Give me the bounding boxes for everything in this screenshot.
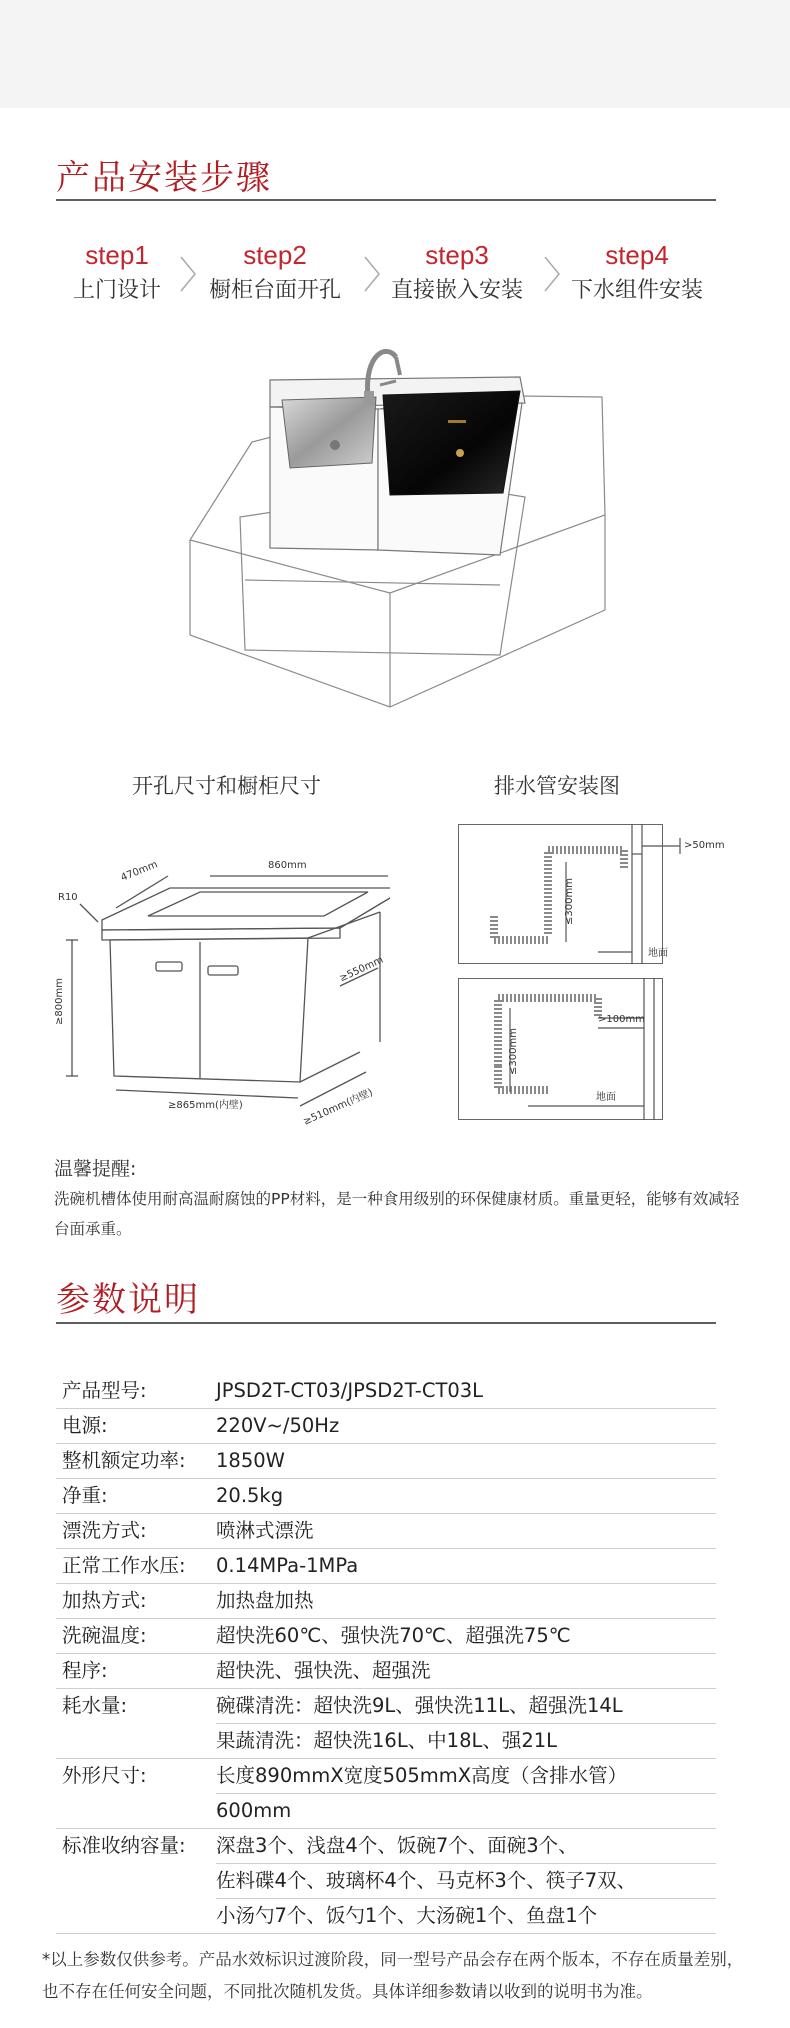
spec-value-line: 220V~/50Hz <box>216 1414 340 1437</box>
spec-label: 洗碗温度: <box>62 1624 147 1647</box>
dim-800: ≥800mm <box>53 978 65 1025</box>
spec-label: 标准收纳容量: <box>62 1834 186 1857</box>
spec-value-line: 600mm <box>216 1793 716 1828</box>
dim-r10: R10 <box>58 892 78 903</box>
drain-top-height-label: ≤300mm <box>563 878 575 925</box>
spec-value <box>212 1654 716 1688</box>
install-steps <box>0 238 790 318</box>
install-title: 产品安装步骤 <box>56 158 272 198</box>
spec-value <box>212 1689 716 1758</box>
drain-diagram-top <box>458 824 736 964</box>
spec-row <box>56 1829 716 1934</box>
drain-bottom-height-label: ≤300mm <box>507 1028 519 1075</box>
spec-value <box>212 1409 716 1443</box>
params-title-divider <box>56 1322 716 1324</box>
dim-865: ≥865mm(内壁) <box>168 1100 243 1111</box>
spec-value <box>212 1619 716 1653</box>
install-title-divider <box>56 199 716 201</box>
spec-row <box>56 1479 716 1514</box>
spec-row <box>56 1374 716 1409</box>
dim-470: 470mm <box>119 859 160 884</box>
spec-row <box>56 1654 716 1689</box>
spec-value-line: 果蔬清洗：超快洗16L、中18L、强21L <box>216 1723 716 1758</box>
step-label: 上门设计 <box>72 278 161 303</box>
cabinet-dimension-diagram <box>50 846 390 1146</box>
dim-550: ≥550mm <box>337 954 386 985</box>
spec-row <box>56 1759 716 1829</box>
spec-row <box>56 1549 716 1584</box>
cabinet-diagram-caption: 开孔尺寸和橱柜尺寸 <box>132 774 321 798</box>
params-title: 参数说明 <box>56 1280 200 1320</box>
step-item <box>190 238 360 308</box>
spec-label: 程序: <box>62 1659 108 1682</box>
spec-value-line: 0.14MPa-1MPa <box>216 1554 359 1577</box>
step-label: 直接嵌入安装 <box>390 278 523 303</box>
spec-row <box>56 1514 716 1549</box>
spec-row <box>56 1619 716 1654</box>
spec-label: 漂洗方式: <box>62 1519 147 1542</box>
step-number: step1 <box>85 240 149 270</box>
spec-value <box>212 1829 716 1933</box>
step-item <box>552 238 722 308</box>
spec-value-line: 超快洗60℃、强快洗70℃、超强洗75℃ <box>216 1624 571 1647</box>
step-number: step2 <box>243 240 307 270</box>
spec-value-line: 20.5kg <box>216 1484 284 1507</box>
spec-value <box>212 1444 716 1478</box>
spec-label: 加热方式: <box>62 1589 147 1612</box>
dim-510: ≥510mm(内壁) <box>301 1087 375 1128</box>
spec-value-line: 1850W <box>216 1449 285 1472</box>
drain-bottom-floor-label: 地面 <box>596 1092 616 1103</box>
spec-value <box>212 1759 716 1828</box>
notice-title: 温馨提醒: <box>54 1158 137 1180</box>
product-illustration <box>150 335 620 710</box>
step-label: 橱柜台面开孔 <box>208 278 341 303</box>
spec-value <box>212 1549 716 1583</box>
spec-table <box>56 1374 716 1934</box>
spec-label: 外形尺寸: <box>62 1764 147 1787</box>
spec-value <box>212 1374 716 1408</box>
spec-value <box>212 1479 716 1513</box>
drain-top-gap-label: >50mm <box>684 840 725 851</box>
spec-label: 耗水量: <box>62 1694 128 1717</box>
top-banner <box>0 0 790 108</box>
spec-value-line: 长度890mmX宽度505mmX高度（含排水管） <box>216 1764 628 1787</box>
step-number: step3 <box>425 240 489 270</box>
spec-value-line: 佐料碟4个、玻璃杯4个、马克杯3个、筷子7双、 <box>216 1863 716 1898</box>
spec-value-line: JPSD2T-CT03/JPSD2T-CT03L <box>216 1379 484 1402</box>
spec-label: 电源: <box>62 1414 108 1437</box>
spec-label: 正常工作水压: <box>62 1554 186 1577</box>
spec-row <box>56 1409 716 1444</box>
spec-label: 产品型号: <box>62 1379 147 1402</box>
drain-diagram-bottom <box>458 978 688 1120</box>
drain-diagram-caption: 排水管安装图 <box>494 774 620 798</box>
spec-value-line: 小汤勺7个、饭勺1个、大汤碗1个、鱼盘1个 <box>216 1898 716 1933</box>
notice-text: 洗碗机槽体使用耐高温耐腐蚀的PP材料，是一种食用级别的环保健康材质。重量更轻，能够有效减轻台面承重。 <box>54 1190 740 1238</box>
drain-top-floor-label: 地面 <box>648 948 668 959</box>
spec-row <box>56 1444 716 1479</box>
spec-value-line: 碗碟清洗：超快洗9L、强快洗11L、超强洗14L <box>216 1694 623 1717</box>
spec-value <box>212 1584 716 1618</box>
step-item <box>372 238 542 308</box>
spec-label: 净重: <box>62 1484 108 1507</box>
spec-value <box>212 1514 716 1548</box>
spec-value-line: 深盘3个、浅盘4个、饭碗7个、面碗3个、 <box>216 1834 578 1857</box>
spec-row <box>56 1584 716 1619</box>
step-label: 下水组件安装 <box>570 278 703 303</box>
dim-860: 860mm <box>268 860 307 871</box>
step-number: step4 <box>605 240 669 270</box>
step-item <box>32 238 202 308</box>
spec-value-line: 超快洗、强快洗、超强洗 <box>216 1659 431 1682</box>
drain-bottom-gap-label: >100mm <box>598 1014 645 1025</box>
footer-disclaimer: *以上参数仅供参考。产品水效标识过渡阶段，同一型号产品会存在两个版本，不存在质量差别，也不存在任何安全问题，不同批次随机发货。具体详细参数请以收到的说明书为准。 <box>42 1950 744 2001</box>
spec-value-line: 喷淋式漂洗 <box>216 1519 314 1542</box>
spec-row <box>56 1689 716 1759</box>
spec-value-line: 加热盘加热 <box>216 1589 314 1612</box>
spec-label: 整机额定功率: <box>62 1449 186 1472</box>
